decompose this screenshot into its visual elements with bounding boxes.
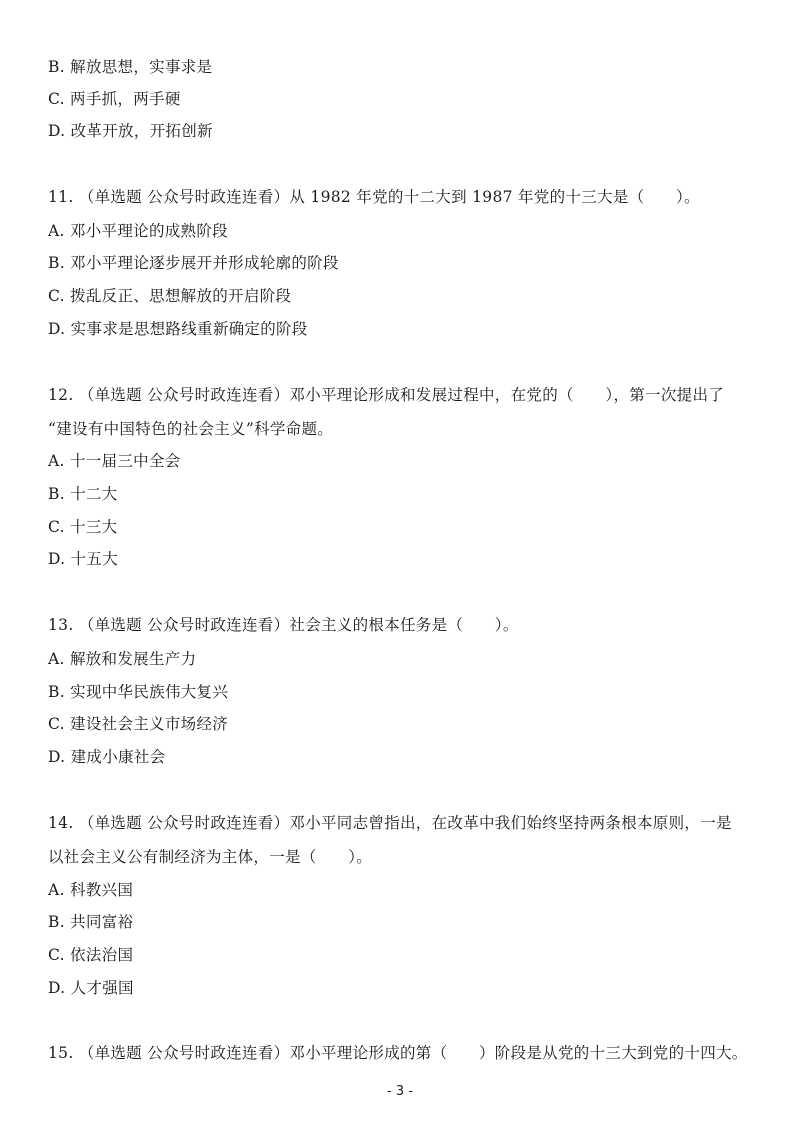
question-14-option-b: B. 共同富裕 — [48, 913, 134, 931]
option-d-prev: D. 改革开放，开拓创新 — [48, 122, 213, 140]
question-13-stem: 13. （单选题 公众号时政连连看）社会主义的根本任务是（ ）。 — [48, 616, 519, 634]
question-14-option-d: D. 人才强国 — [48, 979, 134, 997]
question-11-option-d: D. 实事求是思想路线重新确定的阶段 — [48, 320, 308, 338]
question-12-option-c: C. 十三大 — [48, 518, 118, 536]
question-14-option-c: C. 依法治国 — [48, 946, 134, 964]
question-14-option-a: A. 科教兴国 — [48, 881, 134, 899]
option-c-prev: C. 两手抓，两手硬 — [48, 90, 181, 108]
question-11-option-c: C. 拨乱反正、思想解放的开启阶段 — [48, 287, 292, 305]
question-11-option-b: B. 邓小平理论逐步展开并形成轮廓的阶段 — [48, 254, 339, 272]
question-12-option-d: D. 十五大 — [48, 550, 119, 568]
question-12-option-a: A. 十一届三中全会 — [48, 452, 181, 470]
question-11-stem: 11. （单选题 公众号时政连连看）从 1982 年党的十二大到 1987 年党的十三大是（ ）。 — [48, 188, 700, 206]
question-12-option-b: B. 十二大 — [48, 485, 118, 503]
question-13-option-c: C. 建设社会主义市场经济 — [48, 715, 229, 733]
question-12-stem-line2: “建设有中国特色的社会主义”科学命题。 — [48, 420, 334, 438]
option-b-prev: B. 解放思想，实事求是 — [48, 58, 213, 76]
question-14-stem-line2: 以社会主义公有制经济为主体，一是（ ）。 — [48, 848, 373, 866]
question-15-stem: 15. （单选题 公众号时政连连看）邓小平理论形成的第（ ）阶段是从党的十三大到党的十四大。 — [48, 1044, 748, 1062]
question-12-stem-line1: 12. （单选题 公众号时政连连看）邓小平理论形成和发展过程中，在党的（ ），第一次提出了 — [48, 386, 725, 404]
question-13-option-b: B. 实现中华民族伟大复兴 — [48, 683, 229, 701]
question-13-option-a: A. 解放和发展生产力 — [48, 650, 197, 668]
page-number: - 3 - — [387, 1084, 413, 1099]
question-13-option-d: D. 建成小康社会 — [48, 748, 166, 766]
question-11-option-a: A. 邓小平理论的成熟阶段 — [48, 222, 228, 240]
question-14-stem-line1: 14. （单选题 公众号时政连连看）邓小平同志曾指出，在改革中我们始终坚持两条根本原则，一是 — [48, 814, 732, 832]
